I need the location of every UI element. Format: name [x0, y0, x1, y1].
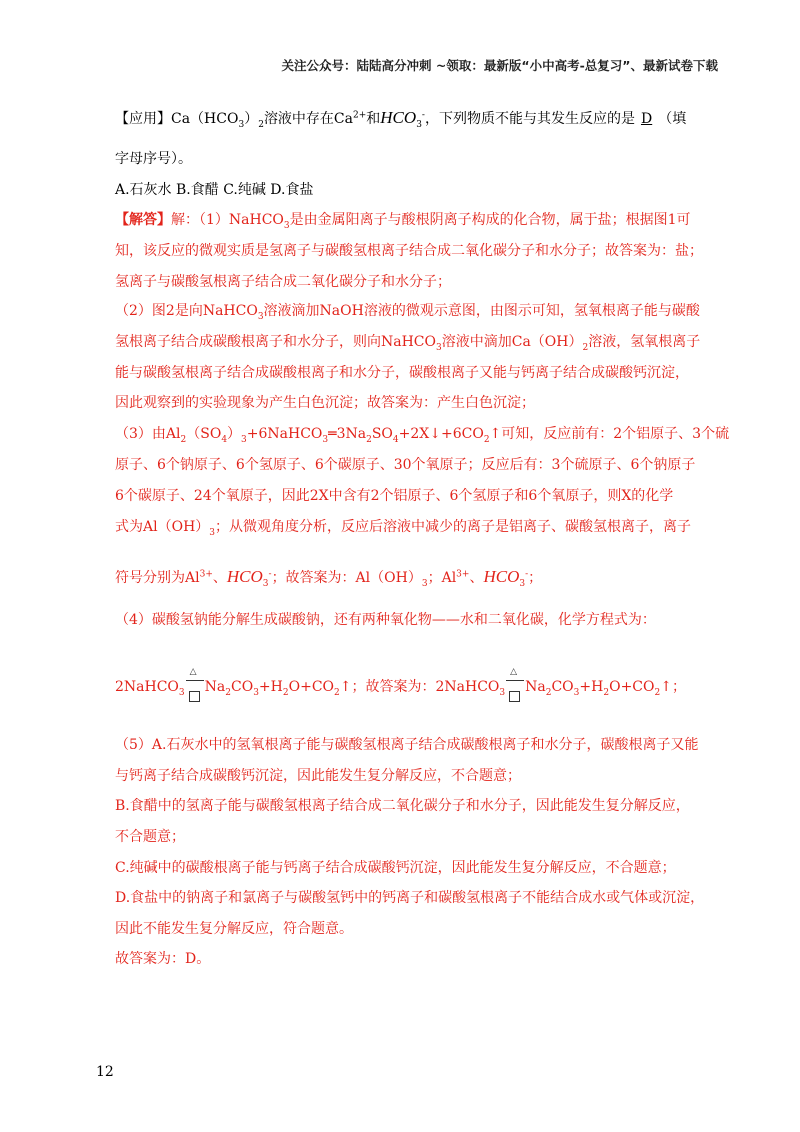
solution-p1-line1: 【解答】解：（1）NaHCO$_3$是由金属阳离子与酸根阴离子构成的化合物，属于盐；根据图1可: [115, 212, 691, 231]
solution-p2-line1: （2）图2是向NaHCO$_3$溶液滴加NaOH溶液的微观示意图，由图示可知，氢氧根离子能与碳酸: [115, 303, 700, 322]
solution-p3-line3: 6个碳原子、24个氧原子，因此2X中含有2个铝原子、6个氢原子和6个氧原子，则X的化学: [115, 488, 674, 504]
solution-tag: 【解答】: [115, 212, 171, 228]
final-answer: 故答案为：D。: [115, 951, 211, 967]
solution-p5-line2: 与钙离子结合成碳酸钙沉淀，因此能发生复分解反应，不合题意；: [115, 768, 521, 784]
decomposition-equation-line: 2NaHCO$_3$ △ $Na_2CO_3+H_2O+CO_2↑$；故答案为：2NaHCO$_3$ △ $Na_2CO_3+H_2O+CO_2↑$；: [115, 673, 686, 696]
application-options: A.石灰水 B.食醋 C.纯碱 D.食盐: [115, 182, 314, 198]
solution-p2-line3: 能与碳酸氢根离子结合成碳酸根离子和水分子，碳酸根离子又能与钙离子结合成碳酸钙沉淀，: [115, 365, 689, 381]
page-number: 12: [96, 1064, 114, 1080]
solution-p2-line2: 氢根离子结合成碳酸根离子和水分子，则向NaHCO$_3$溶液中滴加$Ca(OH)_2$溶液，氢氧根离子: [115, 334, 701, 353]
solution-p5-line3: B.食醋中的氢离子能与碳酸氢根离子结合成二氧化碳分子和水分子，因此能发生复分解反应，: [115, 798, 690, 814]
solution-p4-line1: （4）碳酸氢钠能分解生成碳酸钠，还有两种氧化物——水和二氧化碳，化学方程式为：: [115, 612, 656, 628]
solution-p3-line2: 原子、6个钠原子、6个氢原子、6个碳原子、30个氧原子；反应后有：3个硫原子、6个钠原子: [115, 457, 696, 473]
heat-condition-icon: △: [505, 673, 525, 691]
solution-p5-line7: 因此不能发生复分解反应，符合题意。: [115, 921, 353, 937]
heat-condition-icon: △: [185, 673, 205, 691]
application-question: 【应用】$Ca(HCO_3)_2$溶液中存在$Ca^{2+}$和$HCO_3^-$，下列物质不能与其发生反应的是 D （填: [115, 108, 687, 130]
answer-blank: D: [640, 111, 653, 127]
solution-p1-line3: 氢离子与碳酸氢根离子结合成二氧化碳分子和水分子；: [115, 274, 451, 290]
bicarbonate-symbol: HCO: [380, 108, 417, 127]
solution-p5-line6: D.食盐中的钠离子和氯离子与碳酸氢钙中的钙离子和碳酸氢根离子不能结合成水或气体或沉淀，: [115, 890, 705, 906]
solution-p3-line5: 符号分别为$Al^{3+}$、$HCO_3^-$；故答案为：$Al(OH)_3$；$Al^{3+}$、$HCO_3^-$；: [115, 567, 543, 589]
application-tag: 【应用】: [115, 111, 171, 127]
solution-p3-line1: （3）由$Al_2(SO_4)_3+6NaHCO_3═3Na_2SO_4+2X↓+6CO_2↑$可知，反应前有：2个铝原子、3个硫: [115, 426, 730, 445]
solution-p5-line5: C.纯碱中的碳酸根离子能与钙离子结合成碳酸钙沉淀，因此能发生复分解反应，不合题意；: [115, 860, 676, 876]
solution-p2-line4: 因此观察到的实验现象为产生白色沉淀；故答案为：产生白色沉淀；: [115, 395, 535, 411]
solution-p5-line1: （5）A.石灰水中的氢氧根离子能与碳酸氢根离子结合成碳酸根离子和水分子，碳酸根离子又能: [115, 737, 699, 753]
page-header: 关注公众号：陆陆高分冲刺 ~领取：最新版“小中高考-总复习”、最新试卷下载: [281, 58, 718, 73]
solution-p1-line2: 知，该反应的微观实质是氢离子与碳酸氢根离子结合成二氧化碳分子和水分子；故答案为：盐；: [115, 243, 703, 259]
solution-p3-line4: 式为$Al(OH)_3$；从微观角度分析，反应后溶液中减少的离子是铝离子、碳酸氢根离子，离子: [115, 519, 692, 538]
application-question-cont: 字母序号）。: [115, 151, 192, 167]
solution-p5-line4: 不合题意；: [115, 829, 185, 845]
